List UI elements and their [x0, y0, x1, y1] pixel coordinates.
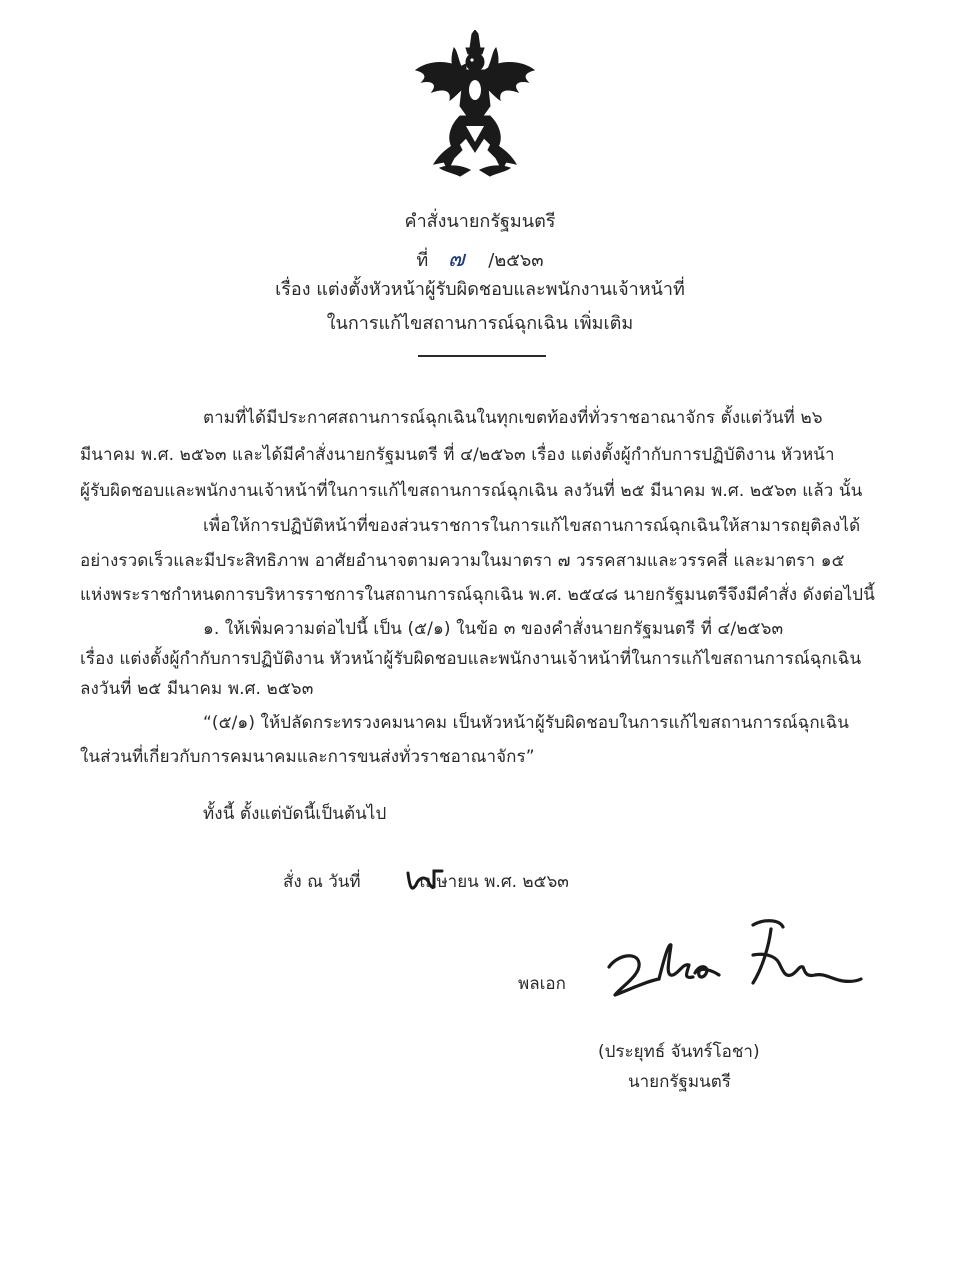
signer-rank: พลเอก: [518, 974, 566, 994]
handwritten-day: [404, 865, 444, 893]
body-line: ในส่วนที่เกี่ยวกับการคมนาคมและการขนส่งทั่วราชอาณาจักร”: [80, 747, 535, 767]
body-line: ๑. ให้เพิ่มความต่อไปนี้ เป็น (๕/๑) ในข้อ ๓ ของคำสั่งนายกรัฐมนตรี ที่ ๔/๒๕๖๓: [203, 619, 784, 639]
garuda-emblem-icon: [410, 30, 540, 180]
body-line: ทั้งนี้ ตั้งแต่บัดนี้เป็นต้นไป: [203, 804, 387, 824]
divider: [418, 355, 546, 357]
body-line: เรื่อง แต่งตั้งผู้กำกับการปฏิบัติงาน หัวหน้าผู้รับผิดชอบและพนักงานเจ้าหน้าที่ในการแก้ไขสถานการณ์ฉุกเฉิน: [80, 649, 862, 669]
body-line: เพื่อให้การปฏิบัติหน้าที่ของส่วนราชการในการแก้ไขสถานการณ์ฉุกเฉินให้สามารถยุติลงได้: [203, 516, 861, 536]
subject-line-1: เรื่อง แต่งตั้งหัวหน้าผู้รับผิดชอบและพนักงานเจ้าหน้าที่: [275, 279, 685, 300]
signature-image: [603, 915, 863, 1005]
order-number-suffix: /๒๕๖๓: [488, 250, 544, 271]
signer-name: (ประยุทธ์ จันทร์โอชา): [598, 1042, 760, 1062]
signer-position: นายกรัฐมนตรี: [628, 1072, 731, 1092]
body-line: อย่างรวดเร็วและมีประสิทธิภาพ อาศัยอำนาจตามความในมาตรา ๗ วรรคสามและวรรคสี่ และมาตรา ๑๕: [80, 551, 845, 571]
body-line: ผู้รับผิดชอบและพนักงานเจ้าหน้าที่ในการแก้ไขสถานการณ์ฉุกเฉิน ลงวันที่ ๒๕ มีนาคม พ.ศ. ๒๕๖๓ แล้ว นั้น: [80, 481, 863, 501]
body-line: “(๕/๑) ให้ปลัดกระทรวงคมนาคม เป็นหัวหน้าผู้รับผิดชอบในการแก้ไขสถานการณ์ฉุกเฉิน: [203, 713, 850, 733]
order-number-handwritten: ๗: [448, 247, 465, 272]
date-suffix: เมษายน พ.ศ. ๒๕๖๓: [419, 872, 569, 892]
body-line: แห่งพระราชกำหนดการบริหารราชการในสถานการณ์ฉุกเฉิน พ.ศ. ๒๕๔๘ นายกรัฐมนตรีจึงมีคำสั่ง ดังต่อไปนี้: [80, 585, 875, 605]
body-line: มีนาคม พ.ศ. ๒๕๖๓ และได้มีคำสั่งนายกรัฐมนตรี ที่ ๔/๒๕๖๓ เรื่อง แต่งตั้งผู้กำกับการปฏิบัติงาน หัวหน้า: [80, 445, 835, 465]
order-title: คำสั่งนายกรัฐมนตรี: [404, 211, 556, 232]
body-line: ลงวันที่ ๒๕ มีนาคม พ.ศ. ๒๕๖๓: [80, 679, 314, 699]
subject-line-2: ในการแก้ไขสถานการณ์ฉุกเฉิน เพิ่มเติม: [326, 313, 634, 334]
order-number-prefix: ที่: [416, 250, 429, 271]
body-line: ตามที่ได้มีประกาศสถานการณ์ฉุกเฉินในทุกเขตท้องที่ทั่วราชอาณาจักร ตั้งแต่วันที่ ๒๖: [203, 408, 823, 428]
order-number: [0, 241, 960, 276]
date-prefix: สั่ง ณ วันที่: [283, 872, 361, 892]
